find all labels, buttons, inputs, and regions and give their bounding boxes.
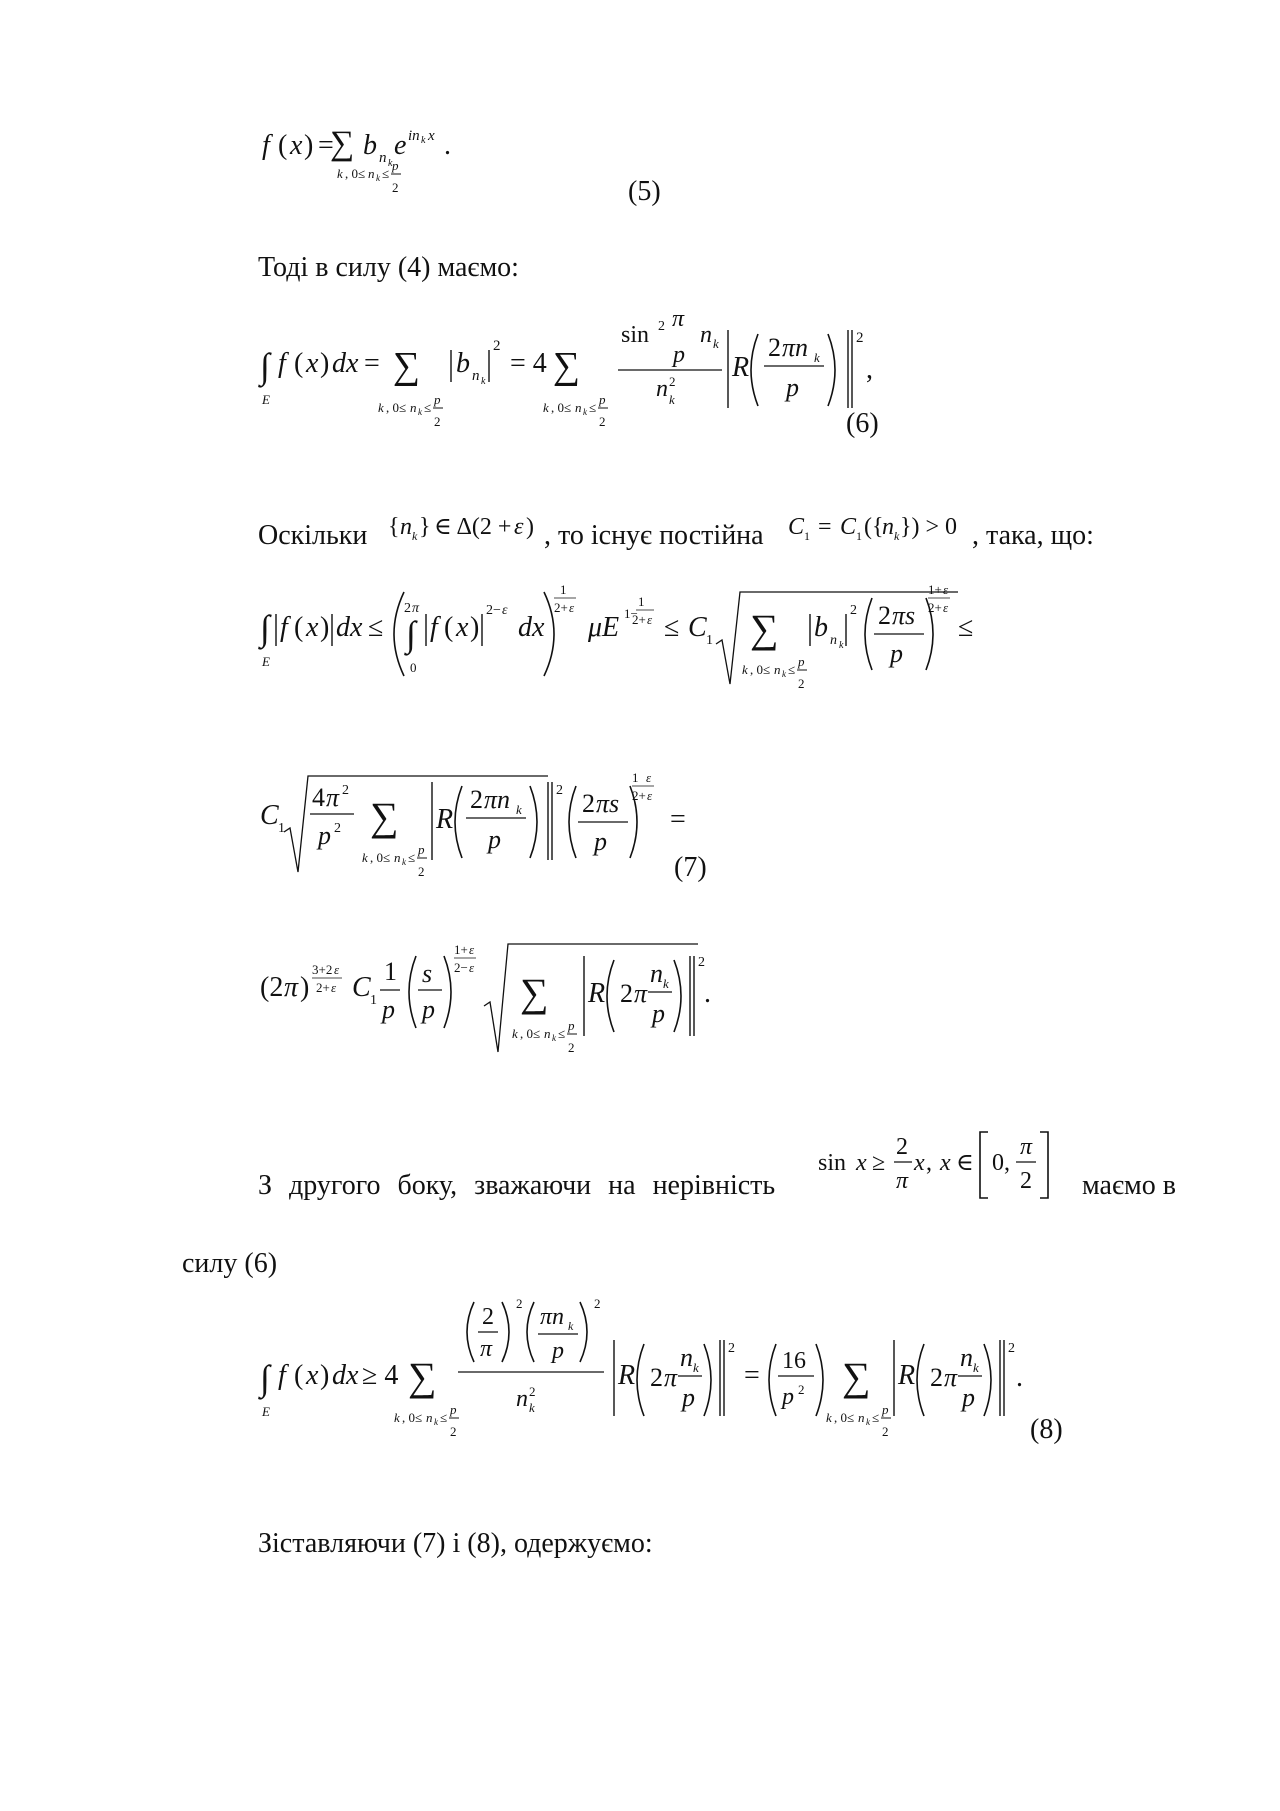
svg-text:p: p (782, 1384, 794, 1410)
svg-text:ε: ε (469, 942, 475, 957)
svg-text:n: n (882, 514, 894, 540)
svg-text:p: p (450, 1402, 457, 1417)
svg-text:}) > 0: }) > 0 (900, 514, 958, 540)
svg-text:f: f (278, 1360, 286, 1391)
svg-text:k: k (894, 529, 900, 543)
svg-text:, 0≤: , 0≤ (345, 166, 366, 181)
svg-text:1: 1 (560, 582, 567, 597)
svg-text:k: k (376, 173, 380, 183)
svg-text:,: , (926, 1150, 932, 1176)
svg-text:2: 2 (482, 1304, 494, 1330)
svg-text:2: 2 (728, 1341, 735, 1356)
svg-text:p: p (422, 995, 435, 1024)
svg-text:πn: πn (540, 1304, 565, 1330)
svg-text:=: = (818, 514, 832, 540)
svg-text:≤: ≤ (382, 166, 390, 181)
svg-text:1: 1 (804, 529, 810, 543)
svg-text:2: 2 (878, 601, 891, 630)
paragraph-other-line1-after: маємо в (1082, 1170, 1176, 1201)
svg-text:1: 1 (384, 957, 397, 986)
svg-text:=: = (744, 1360, 760, 1391)
svg-text:k: k (362, 850, 368, 865)
svg-text:ε: ε (646, 770, 652, 785)
svg-text:2: 2 (342, 783, 349, 798)
inequality-chain-line-3 (258, 940, 718, 1060)
svg-text:1+: 1+ (928, 582, 942, 597)
paragraph-compare: Зіставляючи (7) і (8), одержуємо: (258, 1528, 653, 1559)
svg-text:2: 2 (856, 330, 864, 346)
svg-text:k: k (552, 1033, 556, 1043)
svg-text:R: R (436, 804, 454, 835)
svg-text:C: C (688, 612, 707, 643)
svg-text:2: 2 (404, 601, 411, 616)
svg-text:R: R (898, 1360, 916, 1391)
svg-text:π: π (412, 601, 420, 616)
svg-text:2: 2 (850, 603, 857, 618)
svg-text:k: k (529, 1400, 535, 1415)
svg-text:.: . (444, 130, 451, 161)
svg-text:e: e (394, 130, 407, 161)
svg-text:p: p (786, 373, 799, 402)
svg-text:x: x (856, 1150, 867, 1176)
svg-text:∑: ∑ (553, 345, 581, 387)
svg-text:1: 1 (856, 529, 862, 543)
svg-text:2: 2 (392, 180, 399, 195)
svg-text:2: 2 (1020, 1168, 1032, 1194)
svg-text:n: n (544, 1026, 551, 1041)
svg-text:k: k (516, 802, 522, 817)
svg-text:n: n (472, 368, 480, 384)
svg-text:2: 2 (669, 374, 676, 389)
equation-8 (258, 1298, 1038, 1438)
svg-text:2: 2 (434, 414, 441, 429)
svg-text:k: k (742, 662, 748, 677)
svg-text:sin: sin (621, 322, 650, 348)
svg-text:1: 1 (638, 594, 645, 609)
inequality-chain-line-2 (258, 768, 698, 878)
svg-text:ε: ε (502, 603, 508, 618)
svg-text:{: { (388, 514, 400, 540)
inequality-chain-line-1 (258, 584, 998, 694)
svg-text:2: 2 (798, 676, 805, 691)
svg-text:ε: ε (647, 788, 653, 803)
svg-text:μE: μE (588, 612, 620, 643)
svg-text:∫: ∫ (260, 1358, 270, 1398)
svg-text:): ) (470, 612, 480, 643)
svg-text:πn: πn (484, 785, 511, 814)
svg-text:π: π (896, 1168, 909, 1194)
svg-text:∑: ∑ (408, 1354, 437, 1399)
svg-text:x: x (306, 1360, 319, 1391)
svg-text:π: π (634, 979, 648, 1008)
svg-text:, 0≤: , 0≤ (551, 400, 572, 415)
svg-text:dx: dx (518, 612, 545, 643)
svg-text:p: p (962, 1383, 975, 1412)
svg-text:k: k (512, 1026, 518, 1041)
svg-text:, 0≤: , 0≤ (386, 400, 407, 415)
svg-text:≤: ≤ (408, 850, 416, 865)
svg-text:p: p (382, 995, 395, 1024)
svg-text:ε: ε (943, 582, 949, 597)
svg-text:E: E (262, 654, 270, 669)
svg-text:p: p (673, 342, 685, 368)
svg-text:, 0≤: , 0≤ (402, 1410, 423, 1425)
svg-text:E: E (262, 1404, 270, 1419)
svg-text:2: 2 (556, 783, 563, 798)
paragraph-then: Тоді в силу (4) маємо: (258, 252, 519, 283)
svg-text:4: 4 (312, 783, 325, 812)
svg-text:f: f (262, 130, 270, 161)
svg-text:k: k (866, 1417, 870, 1427)
svg-text:R: R (732, 352, 750, 383)
svg-text:π: π (480, 1336, 493, 1362)
formula-nk-in-delta (386, 508, 546, 548)
svg-text:ε: ε (331, 980, 337, 995)
svg-text:k: k (826, 1410, 832, 1425)
svg-text:b: b (363, 130, 377, 161)
svg-text:dx: dx (332, 348, 359, 379)
svg-text:p: p (652, 999, 665, 1028)
svg-text:p: p (599, 392, 606, 407)
svg-text:k: k (481, 376, 486, 387)
svg-text:p: p (882, 1402, 889, 1417)
svg-text:in: in (408, 128, 420, 144)
svg-text:2: 2 (650, 1363, 663, 1392)
svg-text:k: k (421, 135, 426, 146)
svg-text:πs: πs (596, 789, 620, 818)
svg-text:∫: ∫ (260, 346, 270, 386)
svg-text:16: 16 (782, 1348, 806, 1374)
svg-text:2: 2 (1008, 1341, 1015, 1356)
svg-text:1+: 1+ (454, 942, 468, 957)
svg-text:x: x (914, 1150, 925, 1176)
svg-text:ε: ε (334, 962, 340, 977)
svg-text:n: n (650, 959, 663, 988)
svg-text:0: 0 (410, 660, 417, 675)
svg-text:∑: ∑ (842, 1354, 871, 1399)
svg-text:0,: 0, (992, 1150, 1010, 1176)
svg-text:p: p (418, 842, 425, 857)
svg-text:}: } (419, 514, 431, 540)
svg-text:n: n (400, 514, 412, 540)
svg-text:2: 2 (450, 1424, 457, 1439)
svg-text:): ) (300, 972, 310, 1003)
equation-5 (258, 118, 518, 208)
svg-text:.: . (704, 978, 711, 1009)
paragraph-other-line2: силу (6) (182, 1248, 278, 1279)
svg-text:): ) (304, 130, 314, 161)
svg-text:x: x (456, 612, 469, 643)
equation-5-number: (5) (628, 176, 661, 207)
svg-text:p: p (488, 825, 501, 854)
svg-text:k: k (713, 336, 719, 351)
svg-text:): ) (320, 348, 330, 379)
svg-text:2: 2 (418, 864, 425, 879)
svg-text:n: n (379, 150, 387, 166)
svg-text:k: k (388, 158, 393, 169)
svg-text:C: C (260, 800, 279, 831)
svg-text:x: x (290, 130, 303, 161)
svg-text:2−: 2− (454, 960, 468, 975)
svg-text:2: 2 (334, 821, 341, 836)
svg-text:n: n (960, 1343, 973, 1372)
svg-text:k: k (412, 529, 418, 543)
svg-text:R: R (588, 978, 606, 1009)
svg-text:, 0≤: , 0≤ (370, 850, 391, 865)
svg-text:ε: ε (943, 600, 949, 615)
svg-text:π: π (284, 972, 299, 1003)
svg-text:ε: ε (569, 600, 575, 615)
svg-text:n: n (575, 400, 582, 415)
svg-text:(: ( (294, 348, 304, 379)
svg-text:2−: 2− (486, 603, 501, 618)
svg-text:2: 2 (798, 1382, 805, 1397)
equation-8-number: (8) (1030, 1414, 1063, 1445)
svg-text:∑: ∑ (520, 970, 549, 1015)
svg-text:k: k (434, 1417, 438, 1427)
svg-text:1: 1 (370, 993, 377, 1008)
svg-text:2: 2 (529, 1384, 536, 1399)
svg-text:ε: ε (647, 612, 653, 627)
svg-text:≤: ≤ (558, 1026, 566, 1041)
svg-text:k: k (663, 976, 669, 991)
svg-text:p: p (434, 392, 441, 407)
svg-text:E: E (262, 392, 270, 407)
svg-text:π: π (1020, 1134, 1033, 1160)
equation-6 (258, 306, 878, 442)
svg-text:n: n (700, 322, 712, 348)
svg-text:2: 2 (698, 955, 705, 970)
svg-text:k: k (973, 1360, 979, 1375)
svg-text:3+2: 3+2 (312, 962, 333, 977)
svg-text:2+: 2+ (928, 600, 942, 615)
svg-text:k: k (418, 407, 422, 417)
paragraph-other-line1-before (258, 1170, 804, 1202)
svg-text:ε: ε (469, 960, 475, 975)
svg-text:(: ( (294, 612, 304, 643)
svg-text:2+: 2+ (316, 980, 330, 995)
svg-text:2+: 2+ (554, 600, 568, 615)
svg-text:n: n (516, 1386, 528, 1412)
svg-text:2: 2 (768, 333, 781, 362)
svg-text:k: k (402, 857, 406, 867)
svg-text:2: 2 (930, 1363, 943, 1392)
svg-text:2: 2 (470, 785, 483, 814)
svg-text:k: k (394, 1410, 400, 1425)
svg-text:C: C (352, 972, 371, 1003)
svg-text:≤: ≤ (368, 612, 384, 643)
svg-text:p: p (798, 654, 805, 669)
svg-text:≤: ≤ (440, 1410, 448, 1425)
svg-text:p: p (890, 639, 903, 668)
svg-text:x: x (306, 612, 319, 643)
svg-text:=: = (318, 130, 334, 161)
svg-text:≤: ≤ (872, 1410, 880, 1425)
svg-text:∑: ∑ (330, 125, 355, 162)
svg-text:C: C (788, 514, 805, 540)
svg-text:f: f (430, 612, 438, 643)
svg-text:∈: ∈ (956, 1150, 974, 1176)
svg-text:∫: ∫ (260, 608, 270, 648)
svg-text:b: b (814, 612, 828, 643)
paragraph-since-after: , така, що: (972, 520, 1094, 551)
svg-text:n: n (426, 1410, 433, 1425)
svg-text:f: f (280, 612, 288, 643)
svg-text:,: , (866, 354, 873, 385)
equation-7-number: (7) (674, 852, 707, 883)
svg-text:2: 2 (516, 1296, 523, 1311)
svg-text:(: ( (294, 1360, 304, 1391)
svg-text:k: k (814, 350, 820, 365)
svg-text:∑: ∑ (370, 794, 399, 839)
svg-text:p: p (568, 1018, 575, 1033)
svg-text:x: x (306, 348, 319, 379)
svg-text:≥: ≥ (872, 1150, 886, 1176)
svg-text:n: n (774, 662, 781, 677)
svg-text:b: b (456, 348, 470, 379)
svg-text:n: n (830, 633, 837, 648)
svg-text:f: f (278, 348, 286, 379)
svg-text:n: n (368, 166, 375, 181)
svg-text:k: k (782, 669, 786, 679)
svg-text:k: k (669, 392, 675, 407)
svg-text:x: x (428, 128, 435, 144)
svg-text:π: π (664, 1363, 678, 1392)
svg-text:1: 1 (706, 633, 713, 648)
svg-text:2: 2 (896, 1134, 908, 1160)
svg-text:k: k (583, 407, 587, 417)
svg-text:∫: ∫ (406, 614, 416, 654)
svg-text:2+: 2+ (632, 612, 646, 627)
svg-text:): ) (320, 612, 330, 643)
svg-text:n: n (680, 1343, 693, 1372)
svg-text:(: ( (278, 130, 288, 161)
svg-text:π: π (672, 306, 685, 332)
svg-text:sin: sin (818, 1150, 847, 1176)
svg-text:=: = (364, 348, 380, 379)
svg-text:πn: πn (782, 333, 809, 362)
svg-text:, 0≤: , 0≤ (520, 1026, 541, 1041)
svg-text:, 0≤: , 0≤ (834, 1410, 855, 1425)
svg-text:= 4: = 4 (510, 348, 547, 379)
svg-text:≤: ≤ (424, 400, 432, 415)
svg-text:dx: dx (336, 612, 363, 643)
svg-text:p: p (594, 827, 607, 856)
svg-text:2: 2 (658, 319, 665, 334)
svg-text:n: n (410, 400, 417, 415)
svg-text:∑: ∑ (393, 345, 421, 387)
svg-text:π: π (944, 1363, 958, 1392)
svg-text:2: 2 (594, 1296, 601, 1311)
svg-text:.: . (1016, 1362, 1023, 1393)
svg-text:1: 1 (278, 821, 285, 836)
svg-text:p: p (392, 158, 399, 173)
svg-text:C: C (840, 514, 857, 540)
svg-text:ε: ε (514, 514, 524, 540)
formula-sin-inequality (816, 1126, 1056, 1206)
svg-text:≤: ≤ (664, 612, 680, 643)
svg-text:2: 2 (582, 789, 595, 818)
svg-text:p: p (318, 821, 331, 850)
svg-text:p: p (552, 1338, 564, 1364)
svg-text:2+: 2+ (632, 788, 646, 803)
formula-constant-c1 (786, 508, 976, 548)
svg-text:p: p (682, 1383, 695, 1412)
svg-text:=: = (670, 804, 686, 835)
svg-text:2: 2 (493, 338, 501, 354)
paragraph-since-before: Оскільки (258, 520, 368, 551)
svg-text:k: k (693, 1360, 699, 1375)
svg-text:s: s (422, 959, 433, 988)
svg-text:2: 2 (568, 1040, 575, 1055)
svg-text:(: ( (444, 612, 454, 643)
svg-text:≤: ≤ (958, 612, 974, 643)
svg-text:≤: ≤ (589, 400, 597, 415)
svg-text:k: k (543, 400, 549, 415)
svg-text:k: k (568, 1319, 574, 1333)
svg-text:x: x (940, 1150, 951, 1176)
svg-text:k: k (337, 166, 343, 181)
equation-6-number: (6) (846, 408, 879, 439)
paragraph-other-line1-text: З другого боку, зважаючи на нерівність (258, 1170, 776, 1201)
svg-text:): ) (320, 1360, 330, 1391)
svg-text:, 0≤: , 0≤ (750, 662, 771, 677)
svg-text:({: ({ (864, 514, 884, 540)
svg-text:π: π (326, 783, 340, 812)
svg-text:∈ Δ(2 +: ∈ Δ(2 + (434, 514, 512, 540)
svg-text:2: 2 (599, 414, 606, 429)
svg-text:∑: ∑ (750, 606, 779, 651)
svg-text:≥ 4: ≥ 4 (362, 1360, 399, 1391)
svg-text:1−: 1− (624, 606, 638, 621)
svg-text:k: k (378, 400, 384, 415)
svg-text:2: 2 (620, 979, 633, 1008)
svg-text:1: 1 (632, 770, 639, 785)
svg-text:πs: πs (892, 601, 916, 630)
svg-text:(2: (2 (260, 972, 284, 1003)
svg-text:≤: ≤ (788, 662, 796, 677)
svg-text:n: n (394, 850, 401, 865)
svg-text:dx: dx (332, 1360, 359, 1391)
svg-text:n: n (858, 1410, 865, 1425)
paragraph-since-middle: , то існує постійна (544, 520, 764, 551)
svg-text:n: n (656, 376, 668, 402)
svg-text:2: 2 (882, 1424, 889, 1439)
svg-text:R: R (618, 1360, 636, 1391)
svg-text:): ) (526, 514, 534, 540)
svg-text:k: k (839, 640, 844, 651)
